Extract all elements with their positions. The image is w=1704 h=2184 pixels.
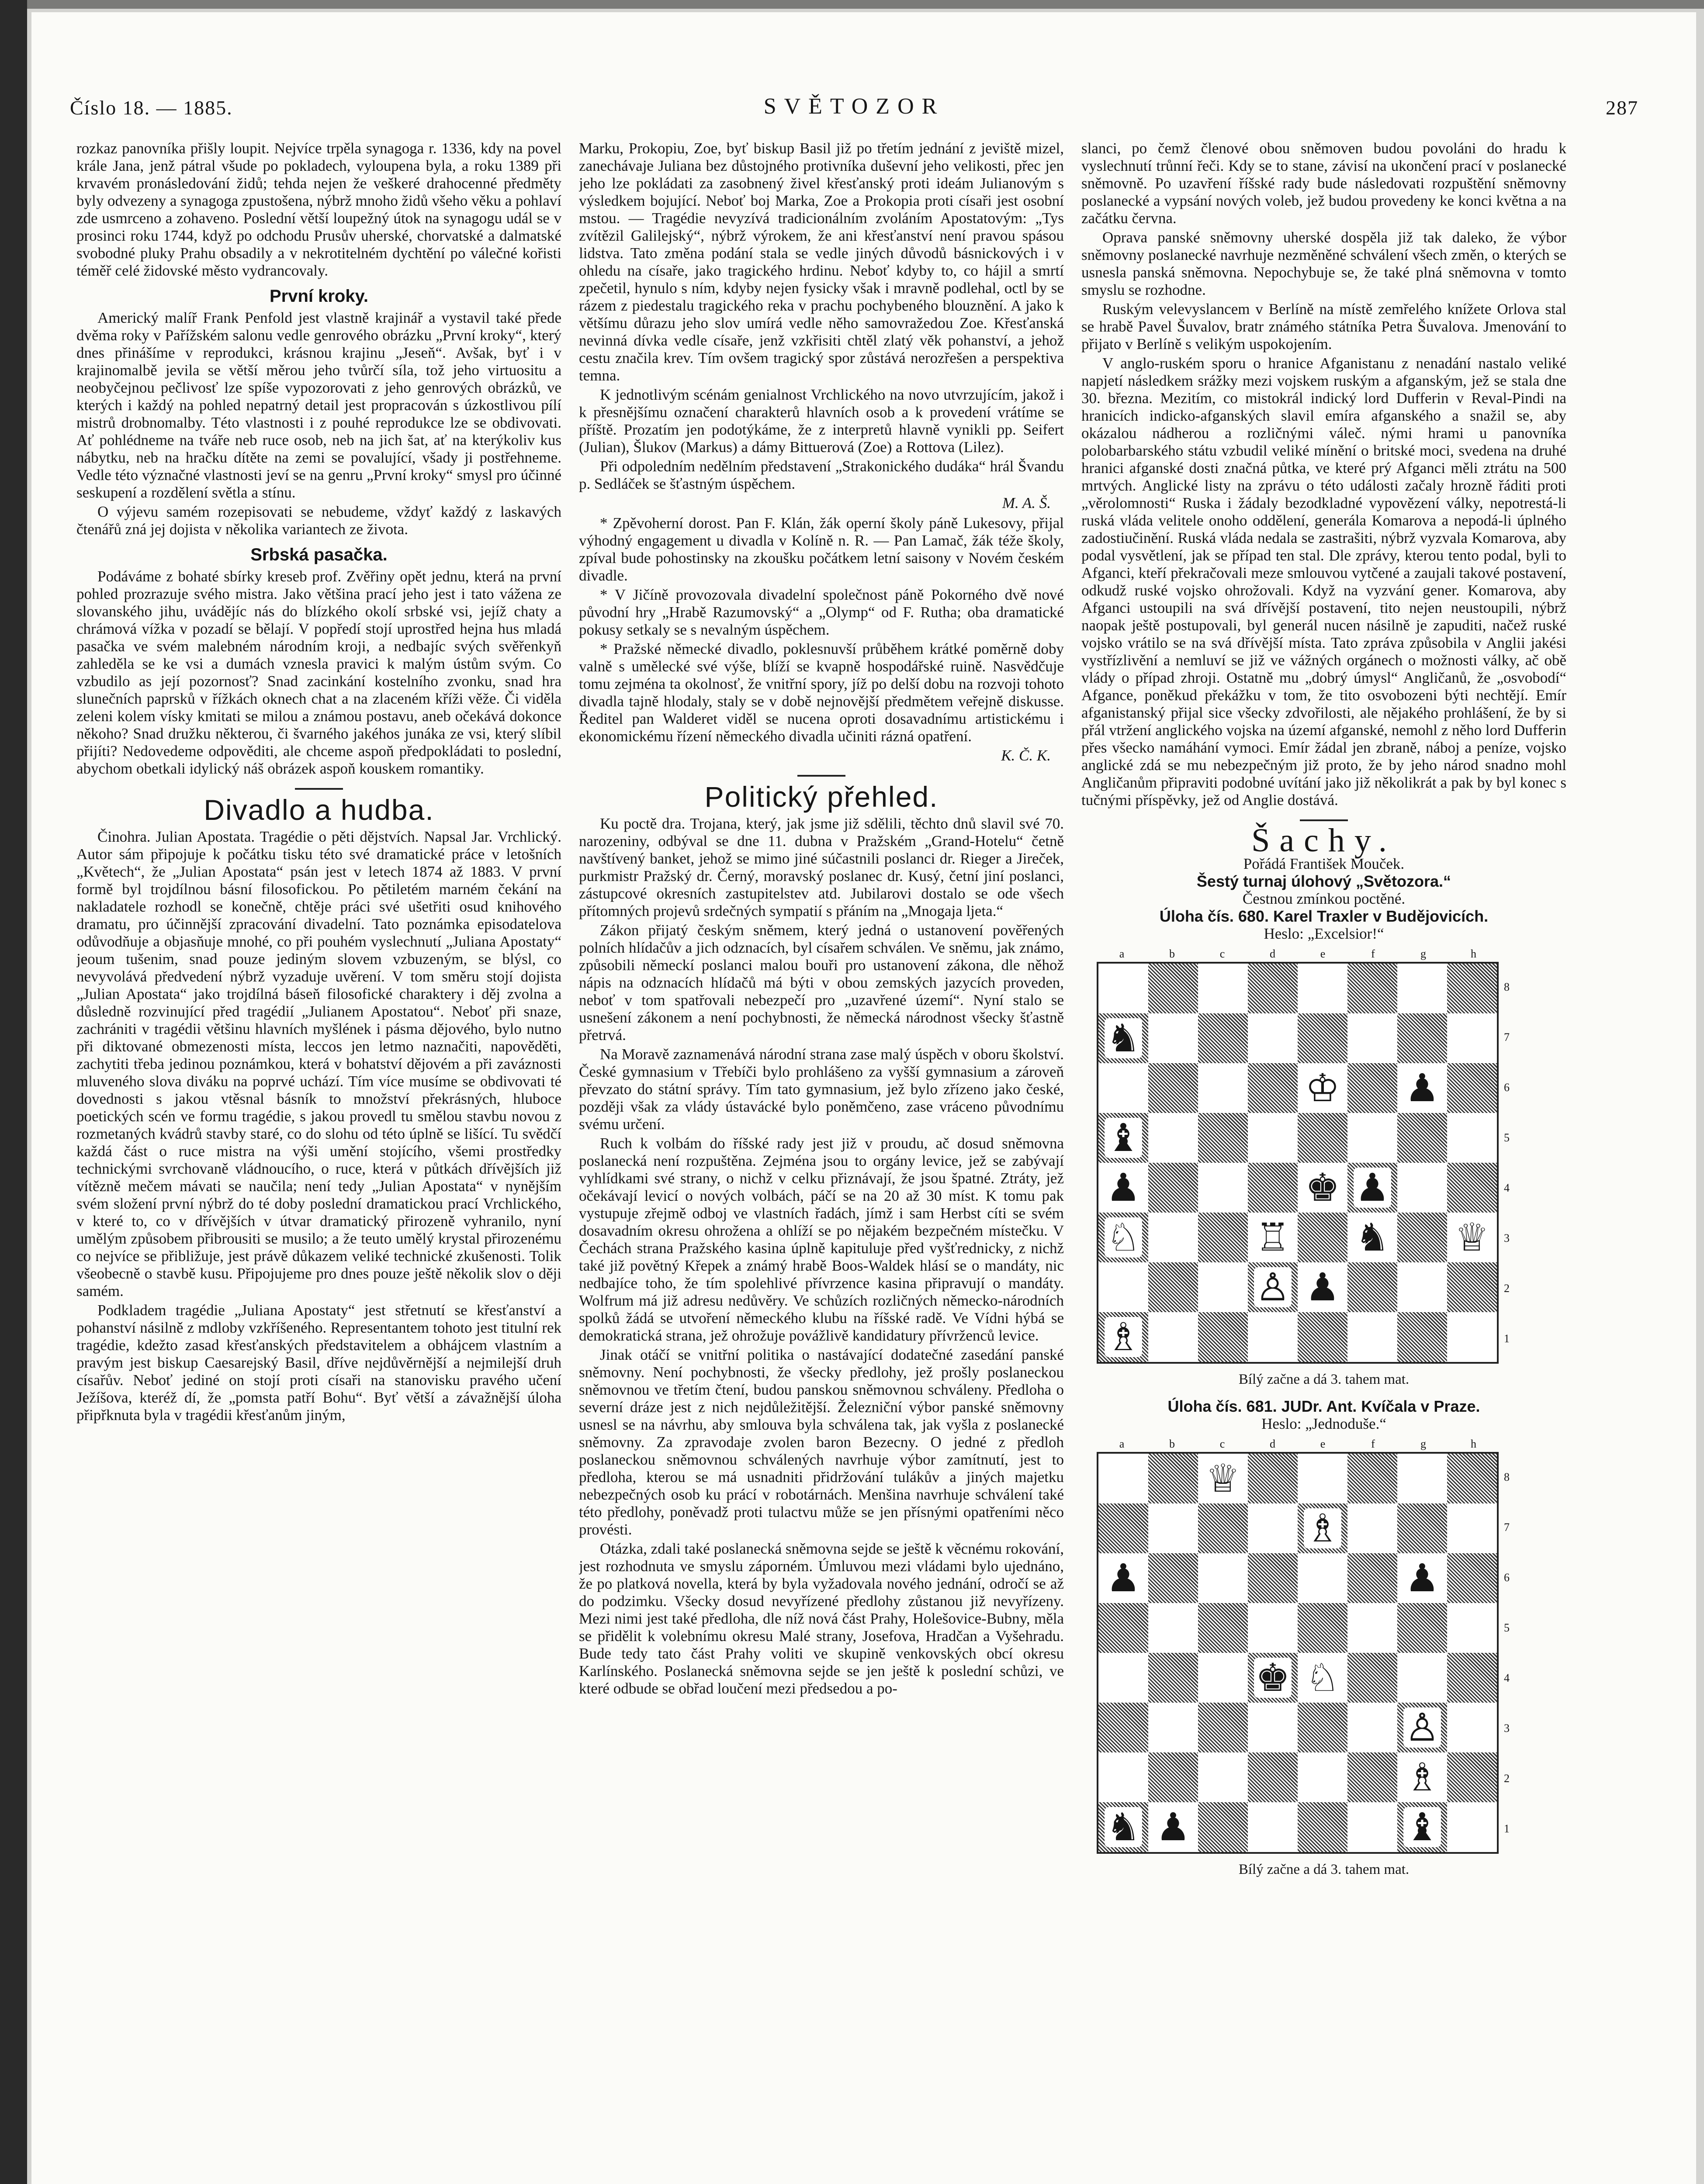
board-square	[1298, 1454, 1347, 1503]
problem-680-title: Úloha čís. 680. Karel Traxler v Budějovicích.	[1159, 907, 1489, 925]
board-square	[1148, 1553, 1198, 1603]
board-square	[1248, 1503, 1298, 1553]
rank-label: 4	[1504, 1181, 1510, 1194]
column-right	[1081, 140, 1566, 2184]
board-square	[1198, 1503, 1248, 1553]
chess-diagram-680	[1092, 945, 1555, 1367]
file-labels	[1097, 1435, 1499, 1450]
rank-label: 3	[1504, 1231, 1510, 1244]
board-square	[1148, 1703, 1198, 1752]
board-square	[1098, 1262, 1148, 1312]
file-label: f	[1371, 947, 1375, 960]
board-square	[1098, 964, 1148, 1013]
board-square	[1248, 1752, 1298, 1802]
file-label: h	[1471, 947, 1476, 960]
board-square	[1198, 1653, 1248, 1703]
board-square	[1347, 1503, 1397, 1553]
black-king-icon: ♚	[1304, 1168, 1342, 1208]
signature: K. Č. K.	[1001, 747, 1051, 764]
board-square	[1298, 1013, 1347, 1063]
board-square	[1347, 1013, 1397, 1063]
scan-margin-left	[0, 0, 27, 2184]
paragraph: Americký malíř Frank Penfold jest vlastně krajinář a vystavil také přede dvěma roky v Pařížském salonu vedle genrového obrázku „První kroky“, který dnes přinášíme v reprodukci, krásnou krajinu „Jeseň“. Avšak, byť i v krajinomalbě jevila se větší měrou jeho tvůrčí síla, tož jeho virtuositu a neobyčejnou pečlivosť lze spíše vypozorovati z jeho genrových obrázků, ve kterých i každý na pohled nepatrný detail jest propracován s úzkostlivou pílí mistrů drobnomalby. Této vlastnosti i z pouhé reprodukce lze se obdivovati. Ať pohlédneme na tváře neb ruce osob, neb na jich šat, ať na kterýkoliv kus nábytku, neb na hračku dítěte na zemi se povalující, všady ji postřehneme. Vedle této význačné vlastnosti jeví se na genru „První kroky“ smysl pro účinné seskupení a rozdělení světla a stínu.	[76, 309, 561, 501]
running-header	[70, 92, 1638, 131]
board-square	[1298, 964, 1347, 1013]
board-square	[1098, 1454, 1148, 1503]
paragraph: Ruch k volbám do říšské rady jest již v proudu, ač dosud sněmovna poslanecká není rozpuštěna. Zejména jsou to orgány levice, jež se zabývají vyhlídkami své strany, o nichž v celku přiznávají, že jsou špatné. Ztráty, jež očekávají levicí o nových volbách, páčí se na 20 až 30 míst. K tomu pak vystupuje zřejmě odboj ve vlastních řadách, jímž i sam Herbst cíti se svém dosavadním okresu ohrožena a ohlíží se po nějakém bezpečném místečku. V Čechách strana Pražského kasina úplně kapituluje před vyšťrednicky, z nichž také již povětný Křepek a známý hrabě Boos-Waldek hlásí se o mandáty, nic nedbajíce toho, že tím spolehlivé přívrzence kasina připravují o mandáty. Wolfrum má již adresu nedůvěry. Ve schůzích rozličných německo-národních spolků žádá se utvoření německého klubu na říšské radě. Ve Vídni hýbá se demokratická strana, jež ohrožuje povážlivě kandidatury přívrženců levice.	[579, 1135, 1064, 1344]
problem-680-motto: Heslo: „Excelsior!“	[1264, 925, 1384, 942]
board-square	[1098, 1063, 1148, 1113]
board-square	[1248, 1653, 1298, 1703]
rank-label: 2	[1504, 1282, 1510, 1295]
problem-681-motto: Heslo: „Jednoduše.“	[1261, 1415, 1386, 1432]
white-queen-icon: ♕	[1204, 1458, 1242, 1499]
board-square	[1447, 1063, 1497, 1113]
board-square	[1148, 1802, 1198, 1852]
paragraph: rozkaz panovníka přišly loupit. Nejvíce trpěla synagoga r. 1336, kdy na povel krále Jana, jenž pátral všude po pokladech, vyloupena byla, a roku 1389 při krvavém pronásledování židů; tehda nejen že veškeré drahocenné předměty byly odvezeny a synagoga zpustošena, nýbrž mnoho židů všeho věku a pohlaví zde usmrceno a zohaveno. Poslední větší loupežný útok na synagogu udál se v prosinci roku 1744, když po odchodu Prusův uherské, chorvatské a dalmatské svobodné pluky Prahu obsadily a v nekrotitelném dychtění po válečné kořisti téměř celé židovské město vydrancovaly.	[76, 140, 561, 279]
board-square	[1148, 1113, 1198, 1163]
board-square	[1347, 1703, 1397, 1752]
white-pawn-icon: ♙	[1403, 1707, 1441, 1748]
problem-680-caption: Bílý začne a dá 3. tahem mat.	[1238, 1372, 1410, 1387]
board-square	[1298, 1063, 1347, 1113]
board-square	[1148, 1752, 1198, 1802]
board-square	[1447, 1312, 1497, 1362]
board-square	[1447, 1454, 1497, 1503]
board-square	[1447, 1262, 1497, 1312]
black-knight-icon: ♞	[1105, 1018, 1143, 1058]
board-square	[1447, 1752, 1497, 1802]
file-label: f	[1371, 1438, 1375, 1450]
board-square	[1098, 1553, 1148, 1603]
paragraph: Podkladem tragédie „Juliana Apostaty“ jest střetnutí se křesťanství a pohanství násilně z mdloby vzkříšeného. Representantem tohoto jest titulní rek tragédie, kdežto zasad křesťanských představitelem a obhájcem vlastním a pravým jest biskup Caesarejský Basil, dříve nejdůvěrnější a nejmilejší druh císařův. Neboť jediné on stojí proti císaři na stanovisku pravého učení Ježíšova, kteréž dí, že „pomsta patří Bohu“. Byť větší a závažnější úloha připřknuta byla v tragédii křesťanům jiným,	[76, 1302, 561, 1424]
file-label: b	[1169, 1438, 1175, 1450]
black-pawn-icon: ♟	[1105, 1168, 1143, 1208]
board-square	[1098, 1603, 1148, 1653]
file-label: e	[1320, 947, 1326, 960]
board-square	[1248, 1703, 1298, 1752]
board-square	[1198, 1553, 1248, 1603]
board-square	[1298, 1262, 1347, 1312]
board-square	[1347, 1553, 1397, 1603]
board-square	[1148, 1503, 1198, 1553]
white-knight-icon: ♘	[1304, 1658, 1342, 1698]
paragraph: Oprava panské sněmovny uherské dospěla již tak daleko, že výbor sněmovny poslanecké navrhuje nezměněné schválení všech změn, o kterých se usnesla panská sněmovna. Nepochybuje se, že také plná sněmovna v tomto smyslu se rozhodne.	[1081, 229, 1566, 298]
rank-label: 4	[1504, 1671, 1510, 1684]
problem-681-title: Úloha čís. 681. JUDr. Ant. Kvíčala v Praze.	[1167, 1397, 1480, 1415]
black-bishop-icon: ♝	[1403, 1807, 1441, 1847]
board-square	[1347, 1653, 1397, 1703]
board-square	[1298, 1553, 1347, 1603]
board-square	[1447, 1653, 1497, 1703]
white-bishop-icon: ♗	[1105, 1317, 1143, 1357]
file-label: d	[1270, 947, 1275, 960]
paragraph: Otázka, zdali také poslanecká sněmovna sejde se ještě k věcnému rokování, jest rozhodnuta ve smyslu záporném. Úmluvou mezi vládami bylo ujednáno, že po platková novella, která by byla vyžadovala nového jednání, odročí se až do podzimku. Všecky dosud nevyřízené předlohy zůstanou již nevyřízeny. Mezi nimi jest také předloha, dle níž nová část Prahy, Holešovice-Bubny, měla se přidělit k volebnímu okresu Malé strany, Josefova, Hradčan a Vyšehradu. Bude tedy tato část Prahy voliti ve skupině venkovských obcí okresu Karlínského. Poslanecká sněmovna sejde se jen ještě k poslední schůzi, ve které odbude se obřad loučení mezi předsedou a po-	[579, 1540, 1064, 1697]
chess-board	[1097, 962, 1499, 1364]
board-square	[1198, 1703, 1248, 1752]
problem-681-caption: Bílý začne a dá 3. tahem mat.	[1238, 1862, 1410, 1877]
board-square	[1298, 1653, 1347, 1703]
board-square	[1397, 1163, 1447, 1213]
board-square	[1098, 1213, 1148, 1262]
rank-label: 7	[1504, 1521, 1510, 1534]
black-pawn-icon: ♟	[1105, 1558, 1143, 1598]
board-square	[1397, 1213, 1447, 1262]
board-square	[1148, 1213, 1198, 1262]
board-square	[1347, 1163, 1397, 1213]
board-square	[1397, 1653, 1447, 1703]
board-square	[1347, 1113, 1397, 1163]
black-king-icon: ♚	[1254, 1658, 1292, 1698]
board-square	[1347, 1454, 1397, 1503]
board-square	[1098, 1503, 1148, 1553]
board-square	[1098, 1013, 1148, 1063]
board-square	[1198, 1163, 1248, 1213]
board-square	[1347, 1312, 1397, 1362]
board-square	[1397, 1312, 1447, 1362]
section-divider	[1300, 819, 1348, 821]
board-square	[1347, 1262, 1397, 1312]
board-square	[1298, 1213, 1347, 1262]
board-square	[1248, 1013, 1298, 1063]
black-pawn-icon: ♟	[1354, 1168, 1392, 1208]
board-square	[1198, 1752, 1248, 1802]
black-knight-icon: ♞	[1354, 1217, 1392, 1258]
column-middle	[579, 140, 1064, 2184]
board-square	[1198, 1262, 1248, 1312]
board-square	[1298, 1802, 1347, 1852]
column-left	[76, 140, 561, 2184]
board-square	[1447, 964, 1497, 1013]
board-square	[1397, 1113, 1447, 1163]
journal-title: SVĚTOZOR	[763, 94, 945, 119]
board-square	[1198, 1312, 1248, 1362]
honorable-mention: Čestnou zmínkou poctěné.	[1242, 890, 1406, 907]
file-label: b	[1169, 947, 1175, 960]
page-number: 287	[1606, 97, 1638, 119]
file-label: c	[1219, 1438, 1225, 1450]
file-label: g	[1420, 1438, 1426, 1450]
paragraph: Ku poctě dra. Trojana, který, jak jsme již sdělili, těchto dnů slavil své 70. narozeniny, odbýval se dne 11. dubna v Pražském „Grand-Hotelu“ četně navštívený banket, jehož se mimo jiné súčastnili poslanci dr. Rieger a Jireček, purkmistr Pražský dr. Černý, moravský poslanec dr. Kusý, četní jiní poslanci, zástupcové okresních zastupitelstev atd. Jubilarovi dostalo se ode všech přítomných projevů srdečných sympatií s přáním na „Mnogaja ljeta.“	[579, 815, 1064, 919]
board-square	[1397, 1703, 1447, 1752]
rank-label: 6	[1504, 1571, 1510, 1584]
board-square	[1148, 1262, 1198, 1312]
board-square	[1397, 1603, 1447, 1653]
rank-label: 7	[1504, 1030, 1510, 1044]
rank-label: 8	[1504, 980, 1510, 993]
board-square	[1248, 1163, 1298, 1213]
board-square	[1347, 1213, 1397, 1262]
board-square	[1248, 1312, 1298, 1362]
board-square	[1397, 1752, 1447, 1802]
white-rook-icon: ♖	[1254, 1217, 1292, 1258]
file-label: h	[1471, 1438, 1476, 1450]
board-square	[1098, 1163, 1148, 1213]
paragraph: Jinak otáčí se vnitřní politika o nastávající dodatečné zasedání panské sněmovny. Není pochybnosti, že všecky předlohy, jež prošly poslaneckou sněmovnou ve třetím čtení, budou panskou sněmovnou schváleny. Předloha o severní dráze jest z nich nejdůležitější. Železniční výbor panské sněmovny usnesl se na návrhu, aby smlouva byla schválena tak, jak vyšla z poslanecké sněmovny. Za zpravodaje zvolen baron Bezecny. O jedné z předloh poslaneckou sněmovnou schválených navrhuje výbor zamítnutí, jest to předloha, kterou se má usnadniti přidržování tulákův a jiných majetku nebezpečných osob ku prácí v robotárnách. Menšina navrhuje schválení také této předlohy, poněvadž proti tulactvu může se jen přísnými opatřeními něco provésti.	[579, 1346, 1064, 1538]
board-square	[1347, 964, 1397, 1013]
paragraph: * V Jičíně provozovala divadelní společnost páně Pokorného dvě nové původní hry „Hrabě Razumovský“ a „Olymp“ od F. Rutha; oba dramatické pokusy setkaly se s nevalným úspěchem.	[579, 586, 1064, 638]
board-square	[1298, 1113, 1347, 1163]
rank-labels	[1504, 962, 1521, 1364]
white-king-icon: ♔	[1304, 1068, 1342, 1108]
board-square	[1397, 1802, 1447, 1852]
board-square	[1148, 1063, 1198, 1113]
board-square	[1148, 1454, 1198, 1503]
white-bishop-icon: ♗	[1304, 1508, 1342, 1548]
black-pawn-icon: ♟	[1403, 1558, 1441, 1598]
board-square	[1447, 1703, 1497, 1752]
tourney-title: Šestý turnaj úlohový „Světozora.“	[1196, 872, 1451, 890]
board-square	[1198, 1454, 1248, 1503]
board-square	[1248, 1553, 1298, 1603]
rank-label: 3	[1504, 1721, 1510, 1735]
board-square	[1148, 964, 1198, 1013]
board-square	[1148, 1312, 1198, 1362]
board-square	[1098, 1312, 1148, 1362]
board-square	[1198, 1013, 1248, 1063]
board-square	[1298, 1312, 1347, 1362]
chess-board	[1097, 1452, 1499, 1854]
board-square	[1347, 1752, 1397, 1802]
paragraph: Marku, Prokopiu, Zoe, byť biskup Basil již po třetím jednání z jeviště mizel, zanechávaje Juliana bez důstojného protivníka duševní jeho velikosti, přec jen jeho lze pokládati za zasobnený živel křesťanský proti ideám Julianovým s výsledkem bojující. Neboť boj Marka, Zoe a Prokopia proti císaři jest osobní mstou. — Tragédie nevyzívá tradicionálním zvoláním Apostatovým: „Tys zvítězil Galilejský“, nýbrž výrokem, že ani křesťanství není pravou spásou lidstva. Tato změna podání stala se vedle jiných důvodů básnickových i v ohledu na císaře, jako tragického hrdinu. Neboť kdyby to, co hájil a smrtí zpečetil, hynulo s ním, kdyby nejen fysicky však i mravně podlehal, octl by se rázem z piedestalu tragického reka v prachu pochybeného blouznění. A jako k většímu důrazu jeho slov umírá vedle něho samovražedou Zoe. Křesťanská nevinná dívka vedle císaře, jenž vzkřisiti chtěl zlatý věk pohanství, a jehož cestu značila krev. Tím ovšem tragický spor zůstává nerozřešen a perspektiva temna.	[579, 140, 1064, 384]
paragraph: * Pražské německé divadlo, poklesnuvší průběhem krátké poměrně doby valně s umělecké své výše, blíží se kvapně hospodářské ruině. Nasvědčuje tomu zejména ta okolnosť, že vnitřní spory, jíž po delší dobu na rozvoji tohoto divadla tajně hlodaly, staly se v době nejnovější předmětem veřejně diskusse. Ředitel pan Walderet viděl se nucena oproti dosavadnímu artistickému i ekonomickému řízení německého divadla učiniti rázná opatření.	[579, 640, 1064, 745]
white-queen-icon: ♕	[1453, 1217, 1491, 1258]
issue-number: Číslo 18. — 1885.	[70, 97, 233, 119]
board-square	[1198, 1113, 1248, 1163]
file-label: a	[1119, 947, 1125, 960]
paragraph: K jednotlivým scénám genialnost Vrchlického na novo utvrzujícím, jakož i k přesnějšímu označení charakterů hlavních osob a k provedení vrátíme se příště. Prozatím jen podotýkáme, že z interpretů hlavně vynikli pp. Seifert (Julian), Šlukov (Markus) a dámy Bittuerová (Zoe) a Rottova (Lilez).	[579, 386, 1064, 456]
board-square	[1298, 1163, 1347, 1213]
board-square	[1397, 964, 1447, 1013]
rank-label: 1	[1504, 1332, 1510, 1345]
board-square	[1298, 1603, 1347, 1653]
board-square	[1447, 1163, 1497, 1213]
board-square	[1198, 964, 1248, 1013]
board-square	[1148, 1653, 1198, 1703]
paragraph: Na Moravě zaznamenává národní strana zase malý úspěch v oboru školství. České gymnasium v Třebíči bylo prohlášeno za vyšší gymnasium a zároveň převzato do státní správy. Tím tato gymnasium, jež bylo zřízeno jako české, později však za vlády ústavácké bylo poněmčeno, zase vráceno původnímu svému určení.	[579, 1046, 1064, 1133]
heading-sachy: Šachy.	[1251, 822, 1396, 859]
heading-prvni-kroky: První kroky.	[269, 287, 369, 306]
board-square	[1248, 1213, 1298, 1262]
board-square	[1447, 1503, 1497, 1553]
board-square	[1098, 1802, 1148, 1852]
board-square	[1198, 1603, 1248, 1653]
board-square	[1248, 1454, 1298, 1503]
board-square	[1397, 1553, 1447, 1603]
board-square	[1397, 1454, 1447, 1503]
board-square	[1098, 1703, 1148, 1752]
white-pawn-icon: ♙	[1254, 1267, 1292, 1307]
heading-srbska-pasacka: Srbská pasačka.	[250, 545, 388, 564]
board-square	[1347, 1802, 1397, 1852]
paragraph: Ruským velevyslancem v Berlíně na místě zemřelého knížete Orlova stal se hrabě Pavel Šuvalov, bratr známého státníka Petra Šuvalova. Jmenování to přijato v Berlíně s velikým uspokojením.	[1081, 301, 1566, 352]
paragraph: * Zpěvoherní dorost. Pan F. Klán, žák operní školy páně Lukesovy, přijal výhodný engagement u divadla v Kolíně n. R. — Pan Lamač, žák téže školy, zpíval bude pohostinsky na zkoušku počátkem letní saisony v Novém českém divadle.	[579, 515, 1064, 584]
black-pawn-icon: ♟	[1154, 1807, 1192, 1847]
black-knight-icon: ♞	[1105, 1807, 1143, 1847]
paragraph: V anglo-ruském sporu o hranice Afganistanu z nenadání nastalo veliké napjetí následkem srážky mezi vojskem ruským a afganským, jež se stala dne 30. března. Mezitím, co mistokrál indický lord Dufferin v Reval-Pindi na hranicích indicko-afganských slavil emíra afganského a snažil se, aby okázalou nádherou a rozličnými váleč. nými hrami u panovníka polobarbarského státu vzbudil veliké mínění o britské moci, svedena na druhé hranici afganské dosti značná půtka, ve které prý Afganci měli ztrátu na 500 mrtvých. Anglické listy na zprávu o této události začaly hrozně řáditi proti „věrolomnosti“ Ruska i žádaly bezodkladné vypovězení války, nepotrestá-li ruská vláda velitele onoho oddělení, generála Komarova a nepodá-li úplného zadostiučinění. Ruská vláda nedala se zastrašiti, nýbrž vyzvala Komarova, aby podal vysvětlení, jak se případ ten stal. Dle zprávy, kterou tento podal, byli to Afganci, kteří překračovali meze smlouvou vytčené a zaujali takové postavení, odkudž ruské vojsko ohrožovali. Když na vyzvání gener. Komarova, aby Afganci ustoupili na svá dřívější postavení, tito nejen neustoupili, nýbrž naopak ještě postupovali, byl generál nucen násilně je zapuditi, načež ruské vojsko vrátilo se na svá dřívější místa. Tato zpráva způsobila v Anglii jakési vystřízlivění a nemluví se již ve vážných orgánech o možnosti války, ač obě vlády o případ zhroji. Ostatně mu „dobrý úmysl“ Angličanů, že „osvobodí“ Afgance, poněkud překážku v tom, že tito osvobozeni býti nechtějí. Emír afganistanský přijal sice všecky zdvořilosti, ale nějakého prohlášení, že by si přál vtržení anglického vojska na území afganské, nemohl z něho lord Dufferin přes všecko namáhání vymoci. Emír žádal jen zbraně, náboj a peníze, vojsko anglické zdá se mu nebezpečným již proto, že by jeho národ snadno mohl Angličanům připraviti podobné uvítání jako již několikrát a pak by byl konec s tučnými příspěvky, jež od Anglie dostává.	[1081, 355, 1566, 809]
paragraph: Zákon přijatý českým sněmem, který jedná o ustanovení pověřených polních hlídačův a jich odznacích, byl císařem schválen. Ve sněmu, jak známo, způsobili německí poslanci malou bouři pro ustanovení zákona, dle něhož nápis na odznacích hlídačů má býti v obou zemských jazycích proveden, neboť v tom spatřovali nebezpečí pro „uzavřené území“. Nyní stalo se usnešení zákonem a není pochybnosti, že německá národnost všecky šťastně přetrvá.	[579, 922, 1064, 1044]
board-square	[1298, 1503, 1347, 1553]
section-divider	[295, 788, 343, 790]
paragraph: O výjevu samém rozepisovati se nebudeme, vždyť každý z laskavých čtenářů zná jej dojista v několika variantech ze života.	[76, 503, 561, 538]
rank-label: 6	[1504, 1081, 1510, 1094]
board-square	[1148, 1603, 1198, 1653]
white-bishop-icon: ♗	[1403, 1757, 1441, 1797]
board-square	[1298, 1752, 1347, 1802]
black-pawn-icon: ♟	[1403, 1068, 1441, 1108]
board-square	[1397, 1262, 1447, 1312]
file-label: g	[1420, 947, 1426, 960]
board-square	[1397, 1063, 1447, 1113]
white-knight-icon: ♘	[1105, 1217, 1143, 1258]
board-square	[1447, 1013, 1497, 1063]
board-square	[1447, 1213, 1497, 1262]
board-square	[1198, 1802, 1248, 1852]
board-square	[1098, 1752, 1148, 1802]
rank-label: 5	[1504, 1131, 1510, 1144]
board-square	[1347, 1603, 1397, 1653]
board-square	[1198, 1063, 1248, 1113]
rank-label: 2	[1504, 1772, 1510, 1785]
file-label: d	[1270, 1438, 1275, 1450]
board-square	[1447, 1553, 1497, 1603]
heading-politicky-prehled: Politický přehled.	[704, 781, 939, 813]
board-square	[1447, 1603, 1497, 1653]
paragraph: slanci, po čemž členové obou sněmoven budou povoláni do hradu k vyslechnutí trůnní řeči. Kdy se to stane, závisí na ukončení prací v poslanecké sněmovně. Po uzavření říšské rady bude následovati rozpuštění sněmovny poslanecké a vypsání nových voleb, jež budou provedeny ke konci května a na začátku června.	[1081, 140, 1566, 227]
board-square	[1098, 1653, 1148, 1703]
rank-labels	[1504, 1452, 1521, 1854]
section-divider	[797, 775, 845, 777]
paragraph: Podáváme z bohaté sbírky kreseb prof. Zvěřiny opět jednu, která na první pohled prozrazuje svého mistra. Jako většina prací jeho jest i tato vážena ze slovanského jihu, uvádějíc nás do blízkého okolí srbské vsi, jejíž chaty a chrámová vížka v pozadí se bělají. V popředí stojí uprostřed hejna hus mladá pasačka ve svém malebném národním kroji, a nedbajíc svých svěřenkyň zahleděla se ke vsi a dumách vznesla pravici k malým ústům svým. Co vzbudilo as její pozornosť? Snad zacinkání kostelního zvonku, snad hra slunečních paprsků v řížkách oknech chat a na zlaceném kříži věže. Či viděla zeleni kolem vísky kmitati se milou a známou postavu, aneb očekává dokonce někoho? Snad družku některou, či švarného jakéhos junáka ze vsi, který slíbil přijíti? Nedovedeme odpověditi, ale chceme aspoň předpokládati to poslední, abychom obetkali idylický náš obrázek aspoň kouskem romantiky.	[76, 568, 561, 777]
paragraph: Při odpoledním nedělním představení „Strakonického dudáka“ hrál Švandu p. Sedláček se šťastným úspěchem.	[579, 458, 1064, 492]
chess-diagram-681	[1092, 1435, 1555, 1857]
scan-margin-top	[27, 0, 1704, 9]
rank-label: 8	[1504, 1470, 1510, 1483]
black-bishop-icon: ♝	[1105, 1118, 1143, 1158]
signature: M. A. Š.	[1002, 494, 1051, 511]
file-labels	[1097, 945, 1499, 960]
board-square	[1248, 964, 1298, 1013]
board-square	[1148, 1013, 1198, 1063]
file-label: e	[1320, 1438, 1326, 1450]
board-square	[1397, 1013, 1447, 1063]
board-square	[1447, 1802, 1497, 1852]
file-label: c	[1219, 947, 1225, 960]
board-square	[1248, 1802, 1298, 1852]
board-square	[1298, 1703, 1347, 1752]
board-square	[1347, 1063, 1397, 1113]
board-square	[1098, 1113, 1148, 1163]
board-square	[1447, 1113, 1497, 1163]
board-square	[1148, 1163, 1198, 1213]
board-square	[1397, 1503, 1447, 1553]
rank-label: 1	[1504, 1822, 1510, 1835]
board-square	[1248, 1063, 1298, 1113]
board-square	[1248, 1113, 1298, 1163]
heading-divadlo-a-hudba: Divadlo a hudba.	[204, 794, 434, 826]
chess-editor: Pořádá František Mouček.	[1243, 855, 1405, 872]
rank-label: 5	[1504, 1621, 1510, 1634]
board-square	[1198, 1213, 1248, 1262]
black-pawn-icon: ♟	[1304, 1267, 1342, 1307]
paragraph: Činohra. Julian Apostata. Tragédie o pěti dějstvích. Napsal Jar. Vrchlický. Autor sám připojuje k počátku tisku této své dramatické práce v letošních „Květech“, že „Julian Apostata“ psán jest v letech 1874 až 1883. V první formě byl trojdílnou básní filosofickou. Po pětiletém marném čekání na nakladatele rozhodl se konečně, chtěje práci své ušetřiti osud knihového dramatu, pro účinnější zpracování divadelní. Tato poznámka episodatelova odůvodňuje a objasňuje mnohé, co při pouhém vyslechnutí „Juliana Apostaty“ jeoum tušenim, snad pouze jediným slovem vzbuzeným, se blýsl, co nevyvolává předvedení nýbrž vyzaduje uvěrení. V tom směru stojí dojista „Julian Apostata“ jako trojdílná báseň filosofické charaktery i děj zvolna a důsledně rozvinující před tragédií „Julianem Apostatou“. Neboť při snaze, zachrániti v tragédii většinu hlavních myšlének i pásma dějového, bylo nutno při diktované obmezenosti místa, leccos jen letmo naznačiti, napověděti, zachytiti třeba jedinou poznámkou, která v bohatství dějovém a při zaváznosti mluveného slova diváku na poprvé uchází. Tím více musíme se obdivovati té dovednosti s jakou vtěsnal básník to množství překrásných, hluboce poetických scén ve formu tragédie, s jakou provedl tu smělou stavbu novou z rozmetaných kvádrů stavby staré, co do slohu od této úplně se lišící. Tu svědčí každá část o ruce mistra na výši umění stojícího, všemi prostředky technickými svrchovaně vládnoucího, o ruce, která v půtkách dřívějších již vítězně mečem mávati se naučila; není tedy „Julian Apostata“ v nynějším svém složení první nýbrž do té doby poslední dramatickou prací Vrchlického, v které to, co v dřívějších v útvar dramatický přirozeně vyhranilo, nyní umělým způsobem přibrousiti se musilo; a že teuto umělý krystal přirozenému co nejvíce se přibližuje, jest právě důkazem veliké technické zkušenosti. Tolik všeobecně o stavbě kusu. Připojujeme pro dnes pouze ještě několik slov o ději samém.	[76, 828, 561, 1299]
board-square	[1248, 1262, 1298, 1312]
file-label: a	[1119, 1438, 1125, 1450]
board-square	[1248, 1603, 1298, 1653]
